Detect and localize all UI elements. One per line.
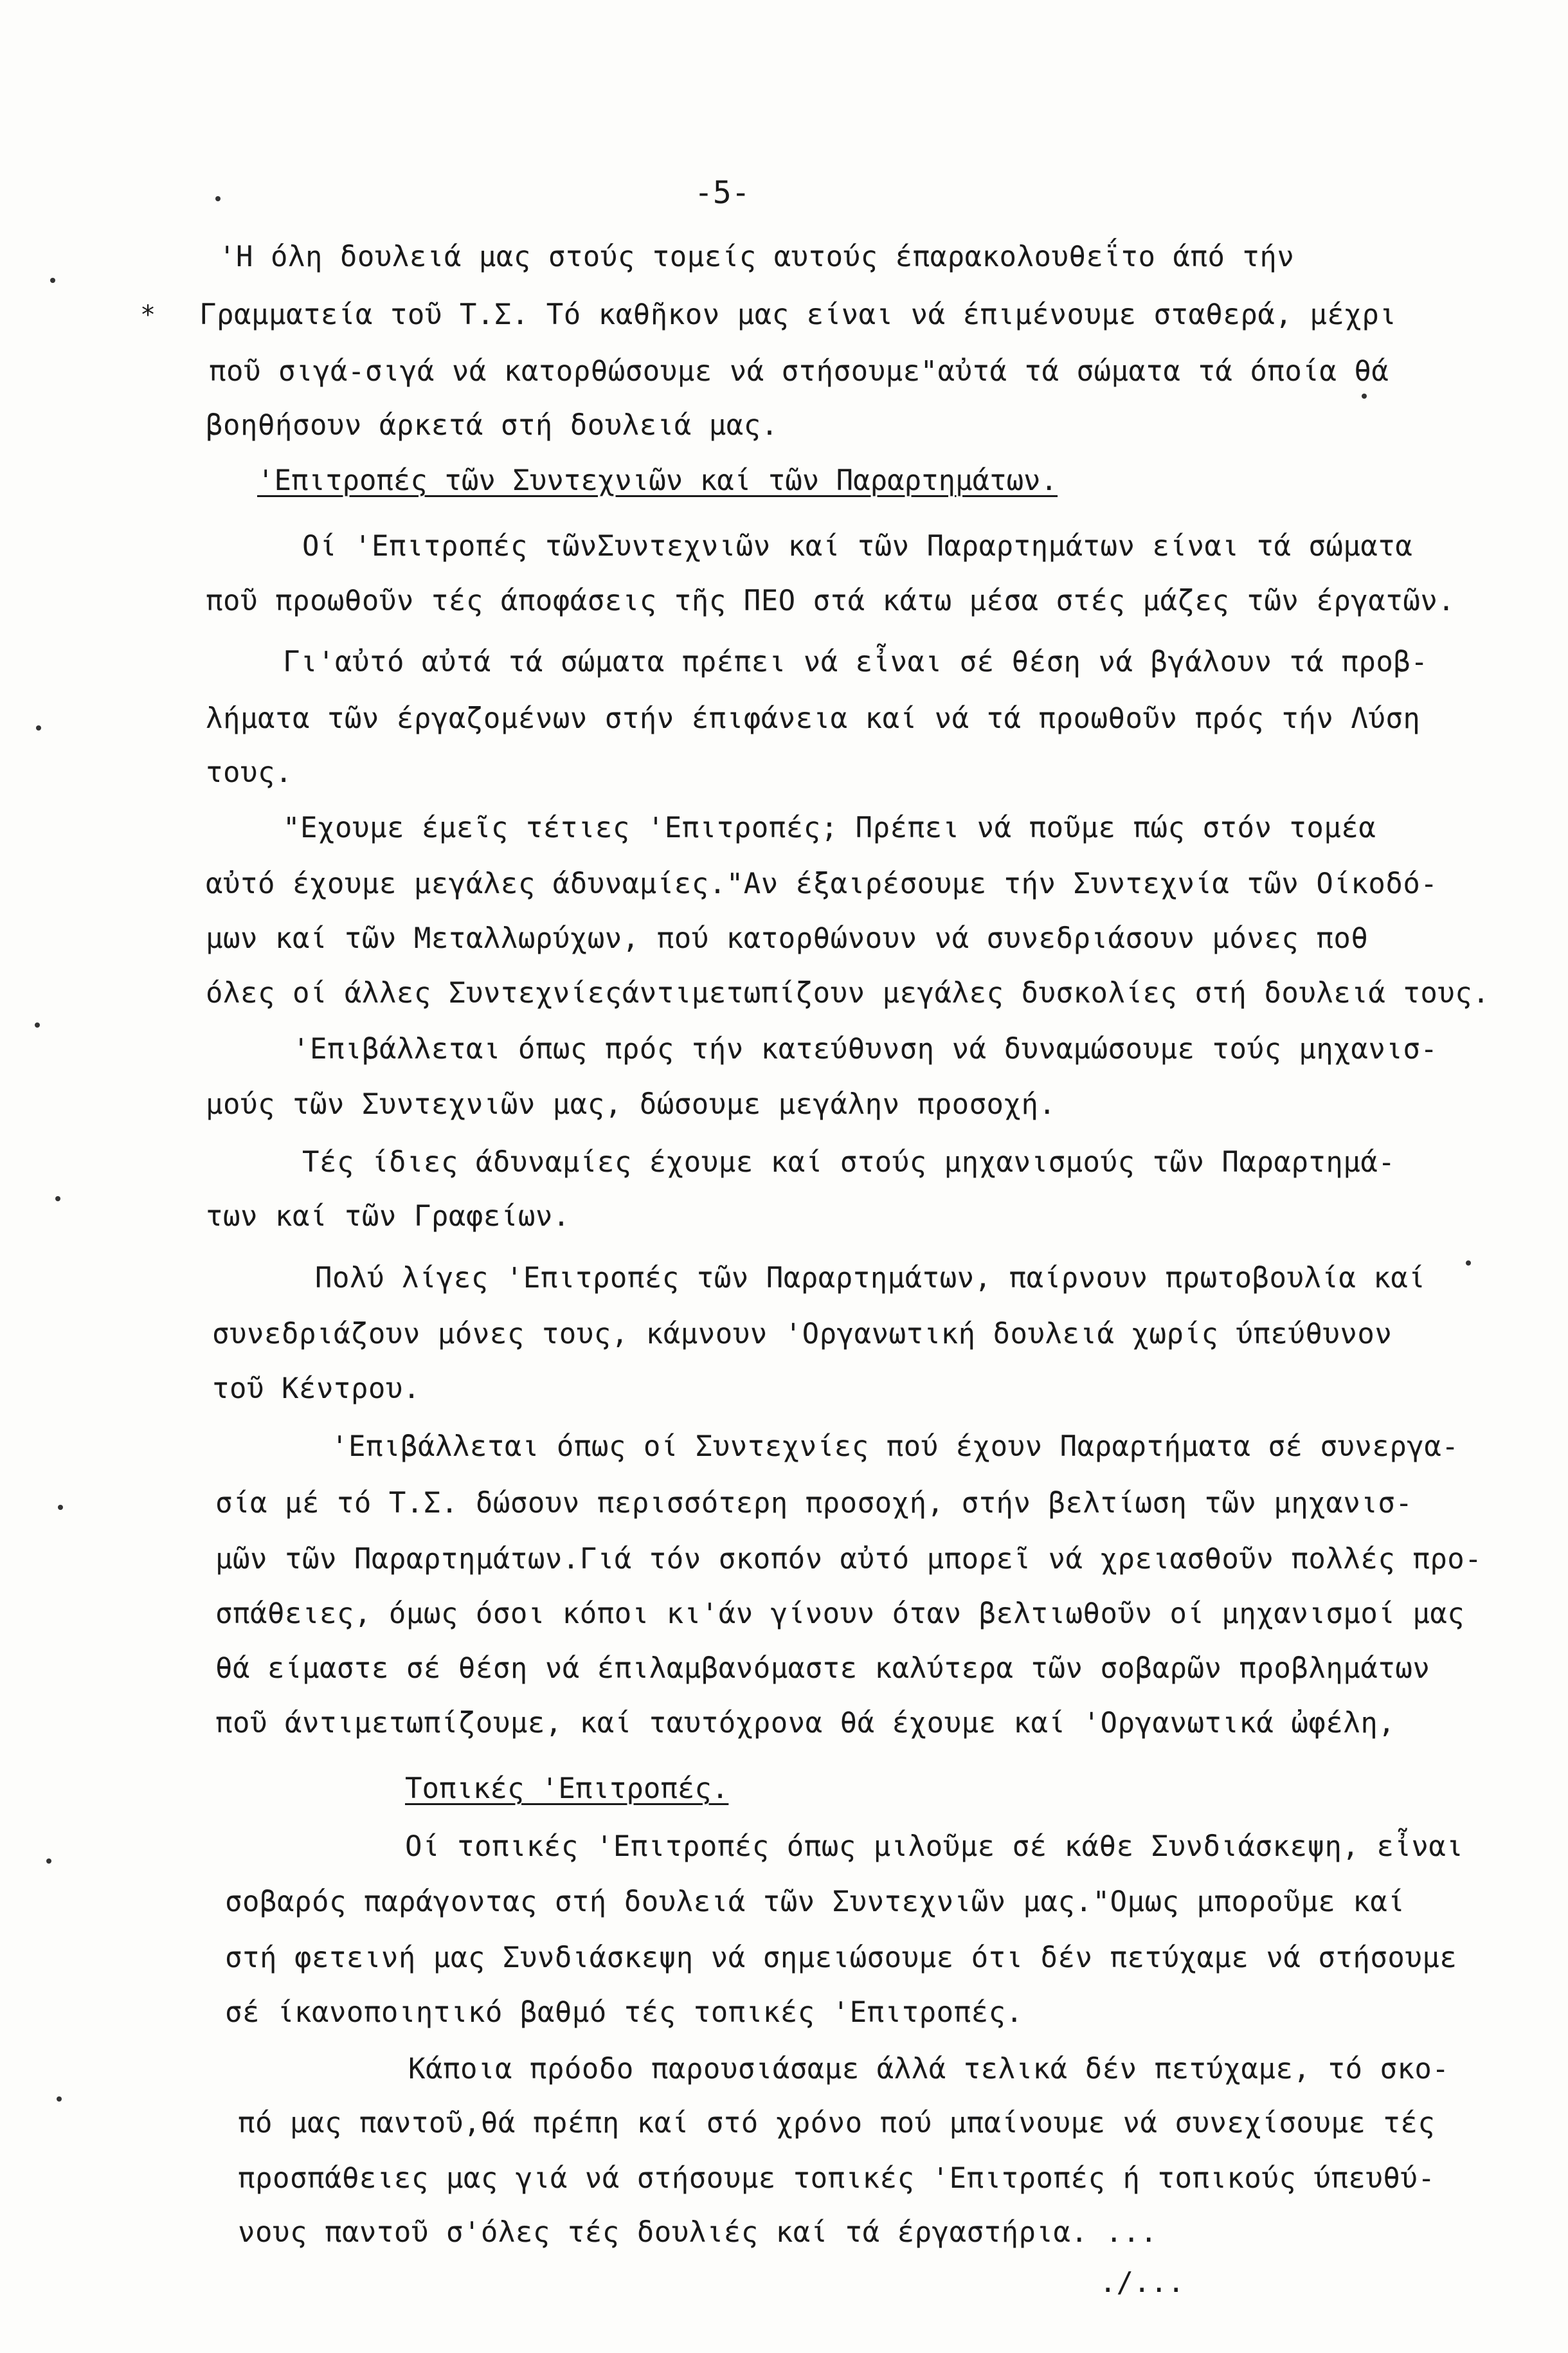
paragraph-1-line-4: βοηθήσουν άρκετά στή δουλειά μας.: [206, 409, 779, 442]
scan-speck: [36, 725, 41, 731]
scan-speck: [55, 1196, 60, 1201]
paragraph-3-line-1: Γι'αὐτό αὐτά τά σώματα πρέπει νά εἶναι σέ θέση νά βγάλουν τά προβ-: [283, 646, 1428, 678]
heading-local-committees: Τοπικές 'Επιτροπές.: [405, 1772, 729, 1805]
paragraph-5-line-2: μούς τῶν Συντεχνιῶν μας, δώσουμε μεγάλην προσοχή.: [206, 1088, 1056, 1121]
paragraph-7-line-1: Πολύ λίγες 'Επιτροπές τῶν Παραρτημάτων, παίρνουν πρωτοβουλία καί: [315, 1262, 1426, 1295]
paragraph-4-line-1: "Εχουμε έμεῖς τέτιες 'Επιτροπές; Πρέπει νά ποῦμε πώς στόν τομέα: [283, 812, 1376, 844]
paragraph-4-line-2: αὐτό έχουμε μεγάλες άδυναμίες."Αν έξαιρέσουμε τήν Συντεχνία τῶν Οίκοδό-: [206, 868, 1438, 900]
paragraph-8-line-2: σία μέ τό Τ.Σ. δώσουν περισσότερη προσοχή, στήν βελτίωση τῶν μηχανισ-: [215, 1487, 1413, 1520]
paragraph-7-line-2: συνεδριάζουν μόνες τους, κάμνουν 'Οργανωτική δουλειά χωρίς ύπεύθυνον: [212, 1318, 1392, 1350]
paragraph-6-line-1: Τές ίδιες άδυναμίες έχουμε καί στούς μηχανισμούς τῶν Παραρτημά-: [302, 1146, 1396, 1179]
paragraph-10-line-3: προσπάθειες μας γιά νά στήσουμε τοπικές 'Επιτροπές ή τοπικούς ύπευθύ-: [238, 2162, 1436, 2195]
scan-speck: [35, 1022, 40, 1028]
paragraph-6-line-2: των καί τῶν Γραφείων.: [206, 1200, 570, 1233]
paragraph-9-line-1: Οί τοπικές 'Επιτροπές όπως μιλοῦμε σέ κάθε Συνδιάσκεψη, εἶναι: [405, 1830, 1464, 1863]
paragraph-4-line-3: μων καί τῶν Μεταλλωρύχων, πού κατορθώνουν νά συνεδριάσουν μόνες ποθ: [206, 922, 1369, 955]
paragraph-2-line-1: Οί 'Επιτροπές τῶνΣυντεχνιῶν καί τῶν Παραρτημάτων είναι τά σώματα: [302, 530, 1413, 563]
heading-committees-unions-branches: 'Επιτροπές τῶν Συντεχνιῶν καί τῶν Παραρτημάτων.: [257, 464, 1058, 497]
scan-speck: [1362, 394, 1367, 399]
paragraph-10-line-1: Κάποια πρόοδο παρουσιάσαμε άλλά τελικά δέν πετύχαμε, τό σκο-: [408, 2053, 1450, 2085]
paragraph-8-line-3: μῶν τῶν Παραρτημάτων.Γιά τόν σκοπόν αὐτό μπορεῖ νά χρειασθοῦν πολλές προ-: [215, 1543, 1482, 1576]
paragraph-1-line-1: 'Η όλη δουλειά μας στούς τομείς αυτούς έπαρακολουθεΐτο άπό τήν: [219, 241, 1295, 273]
continuation-mark: ./...: [1099, 2266, 1185, 2299]
paragraph-8-line-1: 'Επιβάλλεται όπως οί Συντεχνίες πού έχουν Παραρτήματα σέ συνεργα-: [331, 1430, 1459, 1463]
paragraph-8-line-5: θά είμαστε σέ θέση νά έπιλαμβανόμαστε καλύτερα τῶν σοβαρῶν προβλημάτων: [215, 1652, 1430, 1685]
paragraph-3-line-2: λήματα τῶν έργαζομένων στήν έπιφάνεια καί νά τά προωθοῦν πρός τήν Λύση: [206, 702, 1421, 735]
paragraph-2-line-2: ποῦ προωθοῦν τές άποφάσεις τῆς ΠΕΟ στά κάτω μέσα στές μάζες τῶν έργατῶν.: [206, 585, 1455, 617]
scan-speck: [57, 2096, 62, 2102]
margin-asterisk: *: [140, 300, 156, 330]
paragraph-7-line-3: τοῦ Κέντρου.: [212, 1372, 420, 1405]
paragraph-10-line-2: πό μας παντοῦ,θά πρέπη καί στό χρόνο πού μπαίνουμε νά συνεχίσουμε τές: [238, 2107, 1436, 2140]
paragraph-3-line-3: τους.: [206, 756, 293, 789]
paragraph-10-line-4: νους παντοῦ σ'όλες τές δουλιές καί τά έργαστήρια. ...: [238, 2216, 1158, 2249]
paragraph-9-line-3: στή φετεινή μας Συνδιάσκεψη νά σημειώσουμε ότι δέν πετύχαμε νά στήσουμε: [225, 1941, 1457, 1974]
paragraph-4-line-4: όλες οί άλλες Συντεχνίεςάντιμετωπίζουν μεγάλες δυσκολίες στή δουλειά τους.: [206, 977, 1490, 1010]
scan-speck: [58, 1505, 63, 1510]
paragraph-8-line-4: σπάθειες, όμως όσοι κόποι κι'άν γίνουν όταν βελτιωθοῦν οί μηχανισμοί μας: [215, 1597, 1465, 1630]
scan-speck: [46, 1858, 51, 1864]
paragraph-9-line-4: σέ ίκανοποιητικό βαθμό τές τοπικές 'Επιτροπές.: [225, 1996, 1023, 2029]
scan-speck: [1466, 1260, 1471, 1266]
scan-speck: [50, 278, 55, 283]
scan-speck: [215, 196, 221, 201]
paragraph-1-line-3: ποῦ σιγά-σιγά νά κατορθώσουμε νά στήσουμε"αὐτά τά σώματα τά όποία θά: [209, 355, 1389, 388]
paragraph-9-line-2: σοβαρός παράγοντας στή δουλειά τῶν Συντεχνιῶν μας."Ομως μποροῦμε καί: [225, 1885, 1405, 1918]
paragraph-1-line-2: Γραμματεία τοῦ Τ.Σ. Τό καθῆκον μας είναι νά έπιμένουμε σταθερά, μέχρι: [199, 298, 1397, 331]
page-number: -5-: [694, 175, 750, 211]
paragraph-5-line-1: 'Επιβάλλεται όπως πρός τήν κατεύθυνση νά δυναμώσουμε τούς μηχανισ-: [293, 1033, 1438, 1066]
paragraph-8-line-6: ποῦ άντιμετωπίζουμε, καί ταυτόχρονα θά έχουμε καί 'Οργανωτικά ὠφέλη,: [215, 1707, 1396, 1740]
